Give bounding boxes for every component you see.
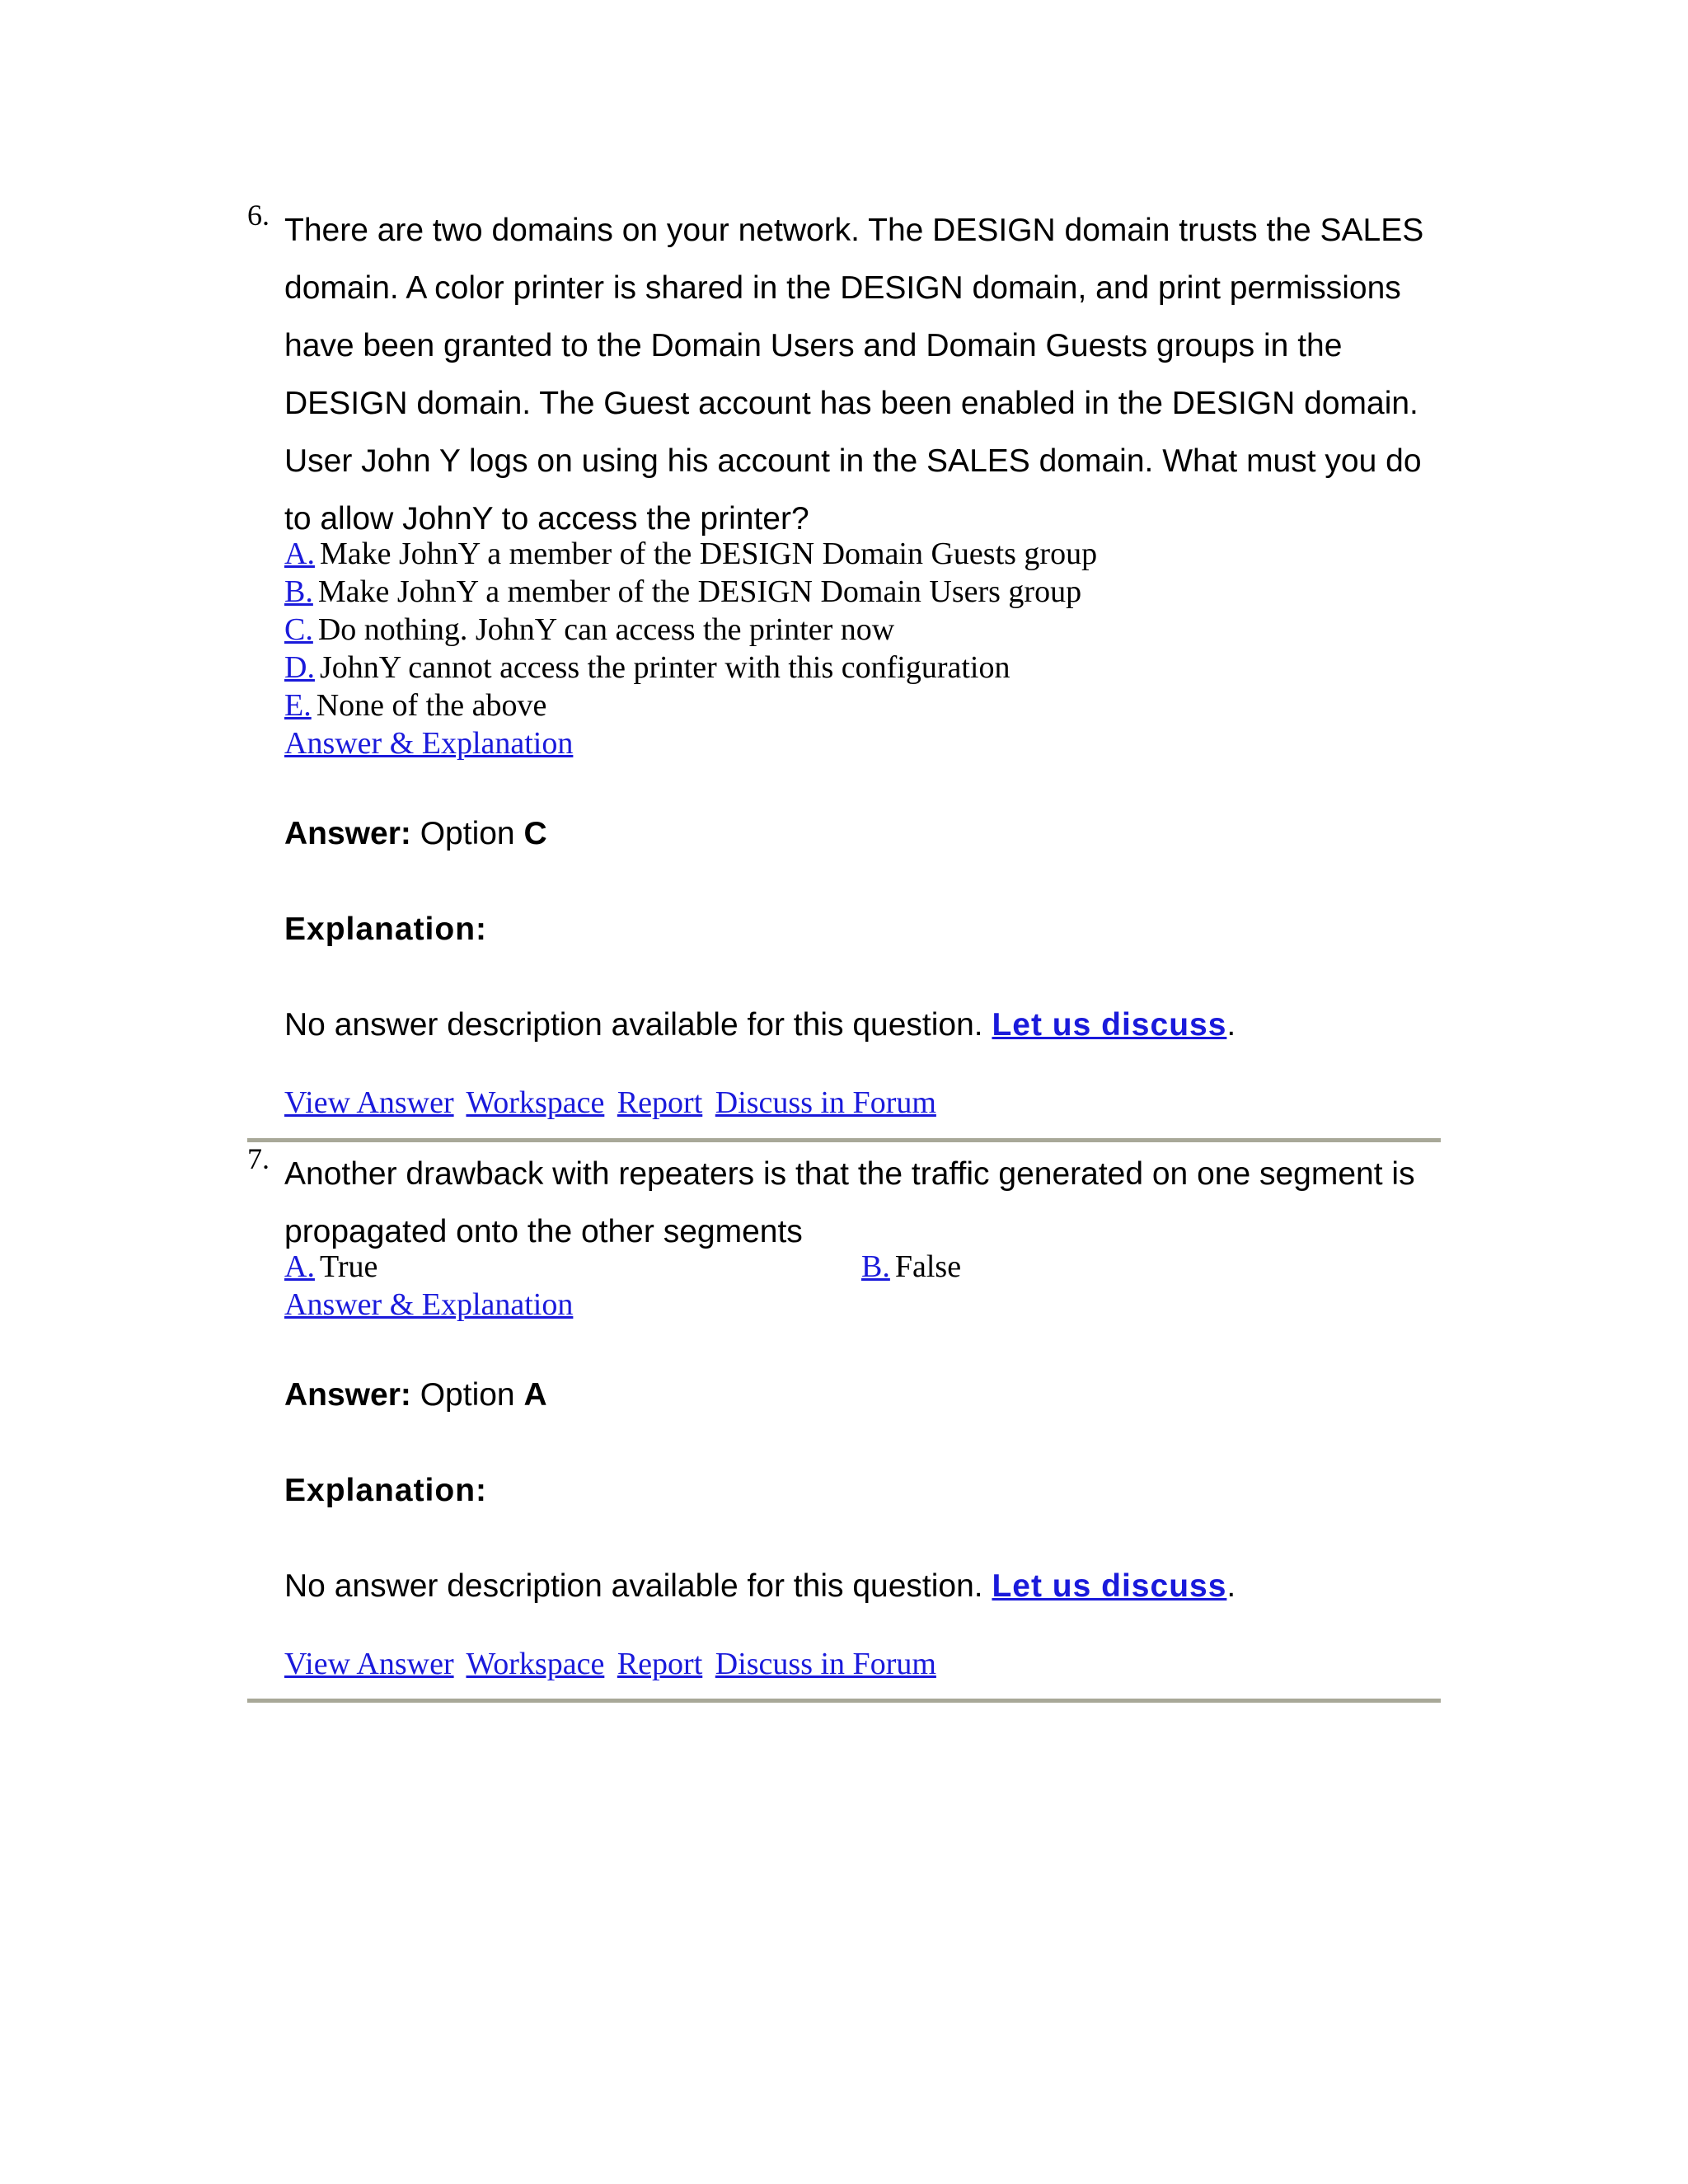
question-body: [284, 200, 1441, 1122]
option-b: [284, 573, 1441, 611]
question-text: There are two domains on your network. The DESIGN domain trusts the SALES domain. A color printer is shared in the DESIGN domain, and print permissions have been granted to the Domain Users and Domain Guests groups in the DESIGN domain. The Guest account has been enabled in the DESIGN domain. User John Y logs on using his account in the SALES domain. What must you do to allow JohnY to access the printer?: [284, 213, 1424, 537]
let-us-discuss-link[interactable]: Let us discuss: [992, 1568, 1227, 1604]
option-b: [861, 1248, 1438, 1286]
view-answer-link[interactable]: View Answer: [284, 1085, 454, 1120]
report-link[interactable]: Report: [617, 1085, 703, 1120]
options-list: [284, 535, 1441, 724]
footer-links: [284, 1645, 1441, 1683]
option-e-text: None of the above: [316, 688, 547, 723]
question-number: 7.: [247, 1142, 270, 1175]
explanation-label: Explanation:: [284, 912, 488, 947]
answer-explanation-row: [284, 724, 1441, 762]
answer-label: Answer:: [284, 1377, 411, 1413]
answer-label: Answer:: [284, 816, 411, 851]
answer-prefix: Option: [420, 1377, 515, 1413]
report-link[interactable]: Report: [617, 1647, 703, 1681]
option-e-link[interactable]: E.: [284, 688, 312, 723]
answer-explanation-link[interactable]: Answer & Explanation: [284, 726, 574, 761]
explanation-text-row: [284, 1005, 1441, 1046]
answer-line: [284, 1375, 1441, 1416]
answer-line: [284, 813, 1441, 855]
option-a: [284, 535, 1441, 573]
explanation-label: Explanation:: [284, 1473, 488, 1508]
explanation-text: No answer description available for this question.: [284, 1568, 983, 1604]
divider: [247, 1699, 1441, 1703]
option-b-link[interactable]: B.: [284, 574, 313, 609]
question-body: [284, 1144, 1441, 1683]
answer-option: C: [523, 816, 547, 851]
answer-explanation-row: [284, 1286, 1441, 1324]
answer-explanation-link[interactable]: Answer & Explanation: [284, 1287, 574, 1322]
option-a-text: Make JohnY a member of the DESIGN Domain Guests group: [319, 537, 1098, 571]
discuss-suffix: .: [1226, 1568, 1236, 1604]
option-a-text: True: [319, 1249, 378, 1284]
option-b-text: False: [894, 1249, 962, 1284]
option-e: [284, 687, 1441, 724]
option-d-link[interactable]: D.: [284, 650, 315, 685]
options-list: [284, 1248, 1441, 1286]
answer-option: A: [523, 1377, 547, 1413]
divider: [247, 1138, 1441, 1142]
answer-prefix: Option: [420, 816, 515, 851]
explanation-text-row: [284, 1566, 1441, 1607]
discuss-suffix: .: [1226, 1007, 1236, 1043]
discuss-in-forum-link[interactable]: Discuss in Forum: [715, 1647, 936, 1681]
option-a-link[interactable]: A.: [284, 537, 315, 571]
option-c: [284, 611, 1441, 649]
explanation-text: No answer description available for this question.: [284, 1007, 983, 1043]
option-a: [284, 1248, 861, 1286]
option-b-link[interactable]: B.: [861, 1249, 890, 1284]
let-us-discuss-link[interactable]: Let us discuss: [992, 1007, 1227, 1043]
option-d: [284, 649, 1441, 687]
question-text: Another drawback with repeaters is that the traffic generated on one segment is propagated onto the other segments: [284, 1156, 1415, 1249]
view-answer-link[interactable]: View Answer: [284, 1647, 454, 1681]
workspace-link[interactable]: Workspace: [466, 1085, 605, 1120]
workspace-link[interactable]: Workspace: [466, 1647, 605, 1681]
discuss-in-forum-link[interactable]: Discuss in Forum: [715, 1085, 936, 1120]
option-a-link[interactable]: A.: [284, 1249, 315, 1284]
option-b-text: Make JohnY a member of the DESIGN Domain Users group: [317, 574, 1082, 609]
option-c-link[interactable]: C.: [284, 612, 313, 647]
footer-links: [284, 1084, 1441, 1122]
question-number: 6.: [247, 199, 270, 232]
option-d-text: JohnY cannot access the printer with this configuration: [319, 650, 1010, 685]
option-c-text: Do nothing. JohnY can access the printer now: [317, 612, 895, 647]
